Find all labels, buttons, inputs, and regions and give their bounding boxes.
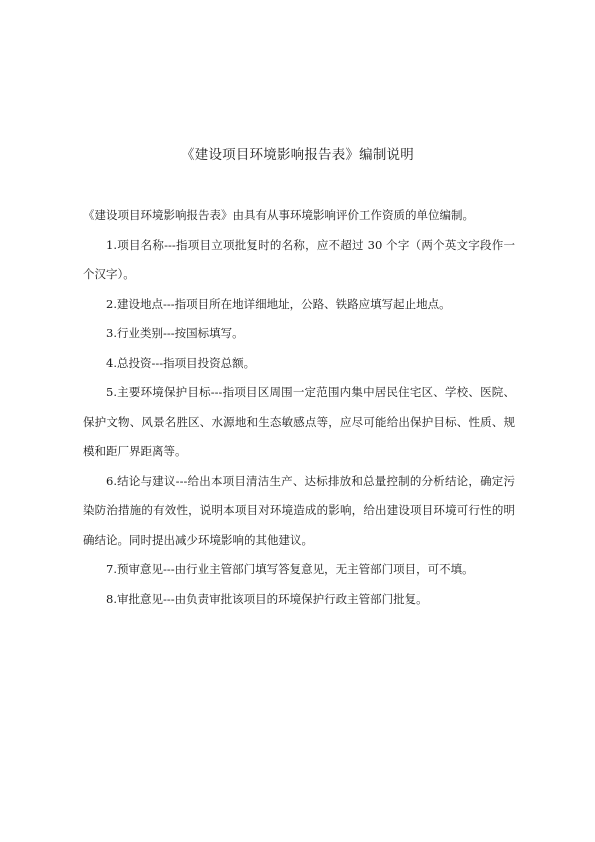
item-industry-category: 3.行业类别---按国标填写。	[106, 326, 244, 340]
item-approval: 8.审批意见---由负责审批该项目的环境保护行政主管部门批复。	[106, 591, 428, 606]
intro-paragraph: 《建设项目环境影响报告表》由具有从事环境影响评价工作资质的单位编制。	[83, 208, 474, 222]
document-body	[83, 201, 515, 614]
page-title: 《建设项目环境影响报告表》编制说明	[181, 147, 414, 163]
item-pre-review: 7.预审意见---由行业主管部门填写答复意见，无主管部门项目，可不填。	[106, 562, 474, 576]
item-conclusion: 6.结论与建议---给出本项目清洁生产、达标排放和总量控制的分析结论，确定污染防治措施的有效性，说明本项目对环境造成的影响，给出建设项目环境可行性的明确结论。同时提出减少环境影响的其他建议。	[83, 473, 515, 547]
item-project-name: 1.项目名称---指项目立项批复时的名称，应不超过 30 个字（两个英文字段作一个汉字）。	[83, 237, 515, 281]
item-protection-targets: 5.主要环境保护目标---指项目区周围一定范围内集中居民住宅区、学校、医院、保护文物、风景名胜区、水源地和生态敏感点等，应尽可能给出保护目标、性质、规模和距厂界距离等。	[83, 385, 515, 458]
item-total-investment: 4.总投资---指项目投资总额。	[106, 355, 256, 370]
item-construction-site: 2.建设地点---指项目所在地详细地址，公路、铁路应填写起止地点。	[106, 296, 451, 311]
